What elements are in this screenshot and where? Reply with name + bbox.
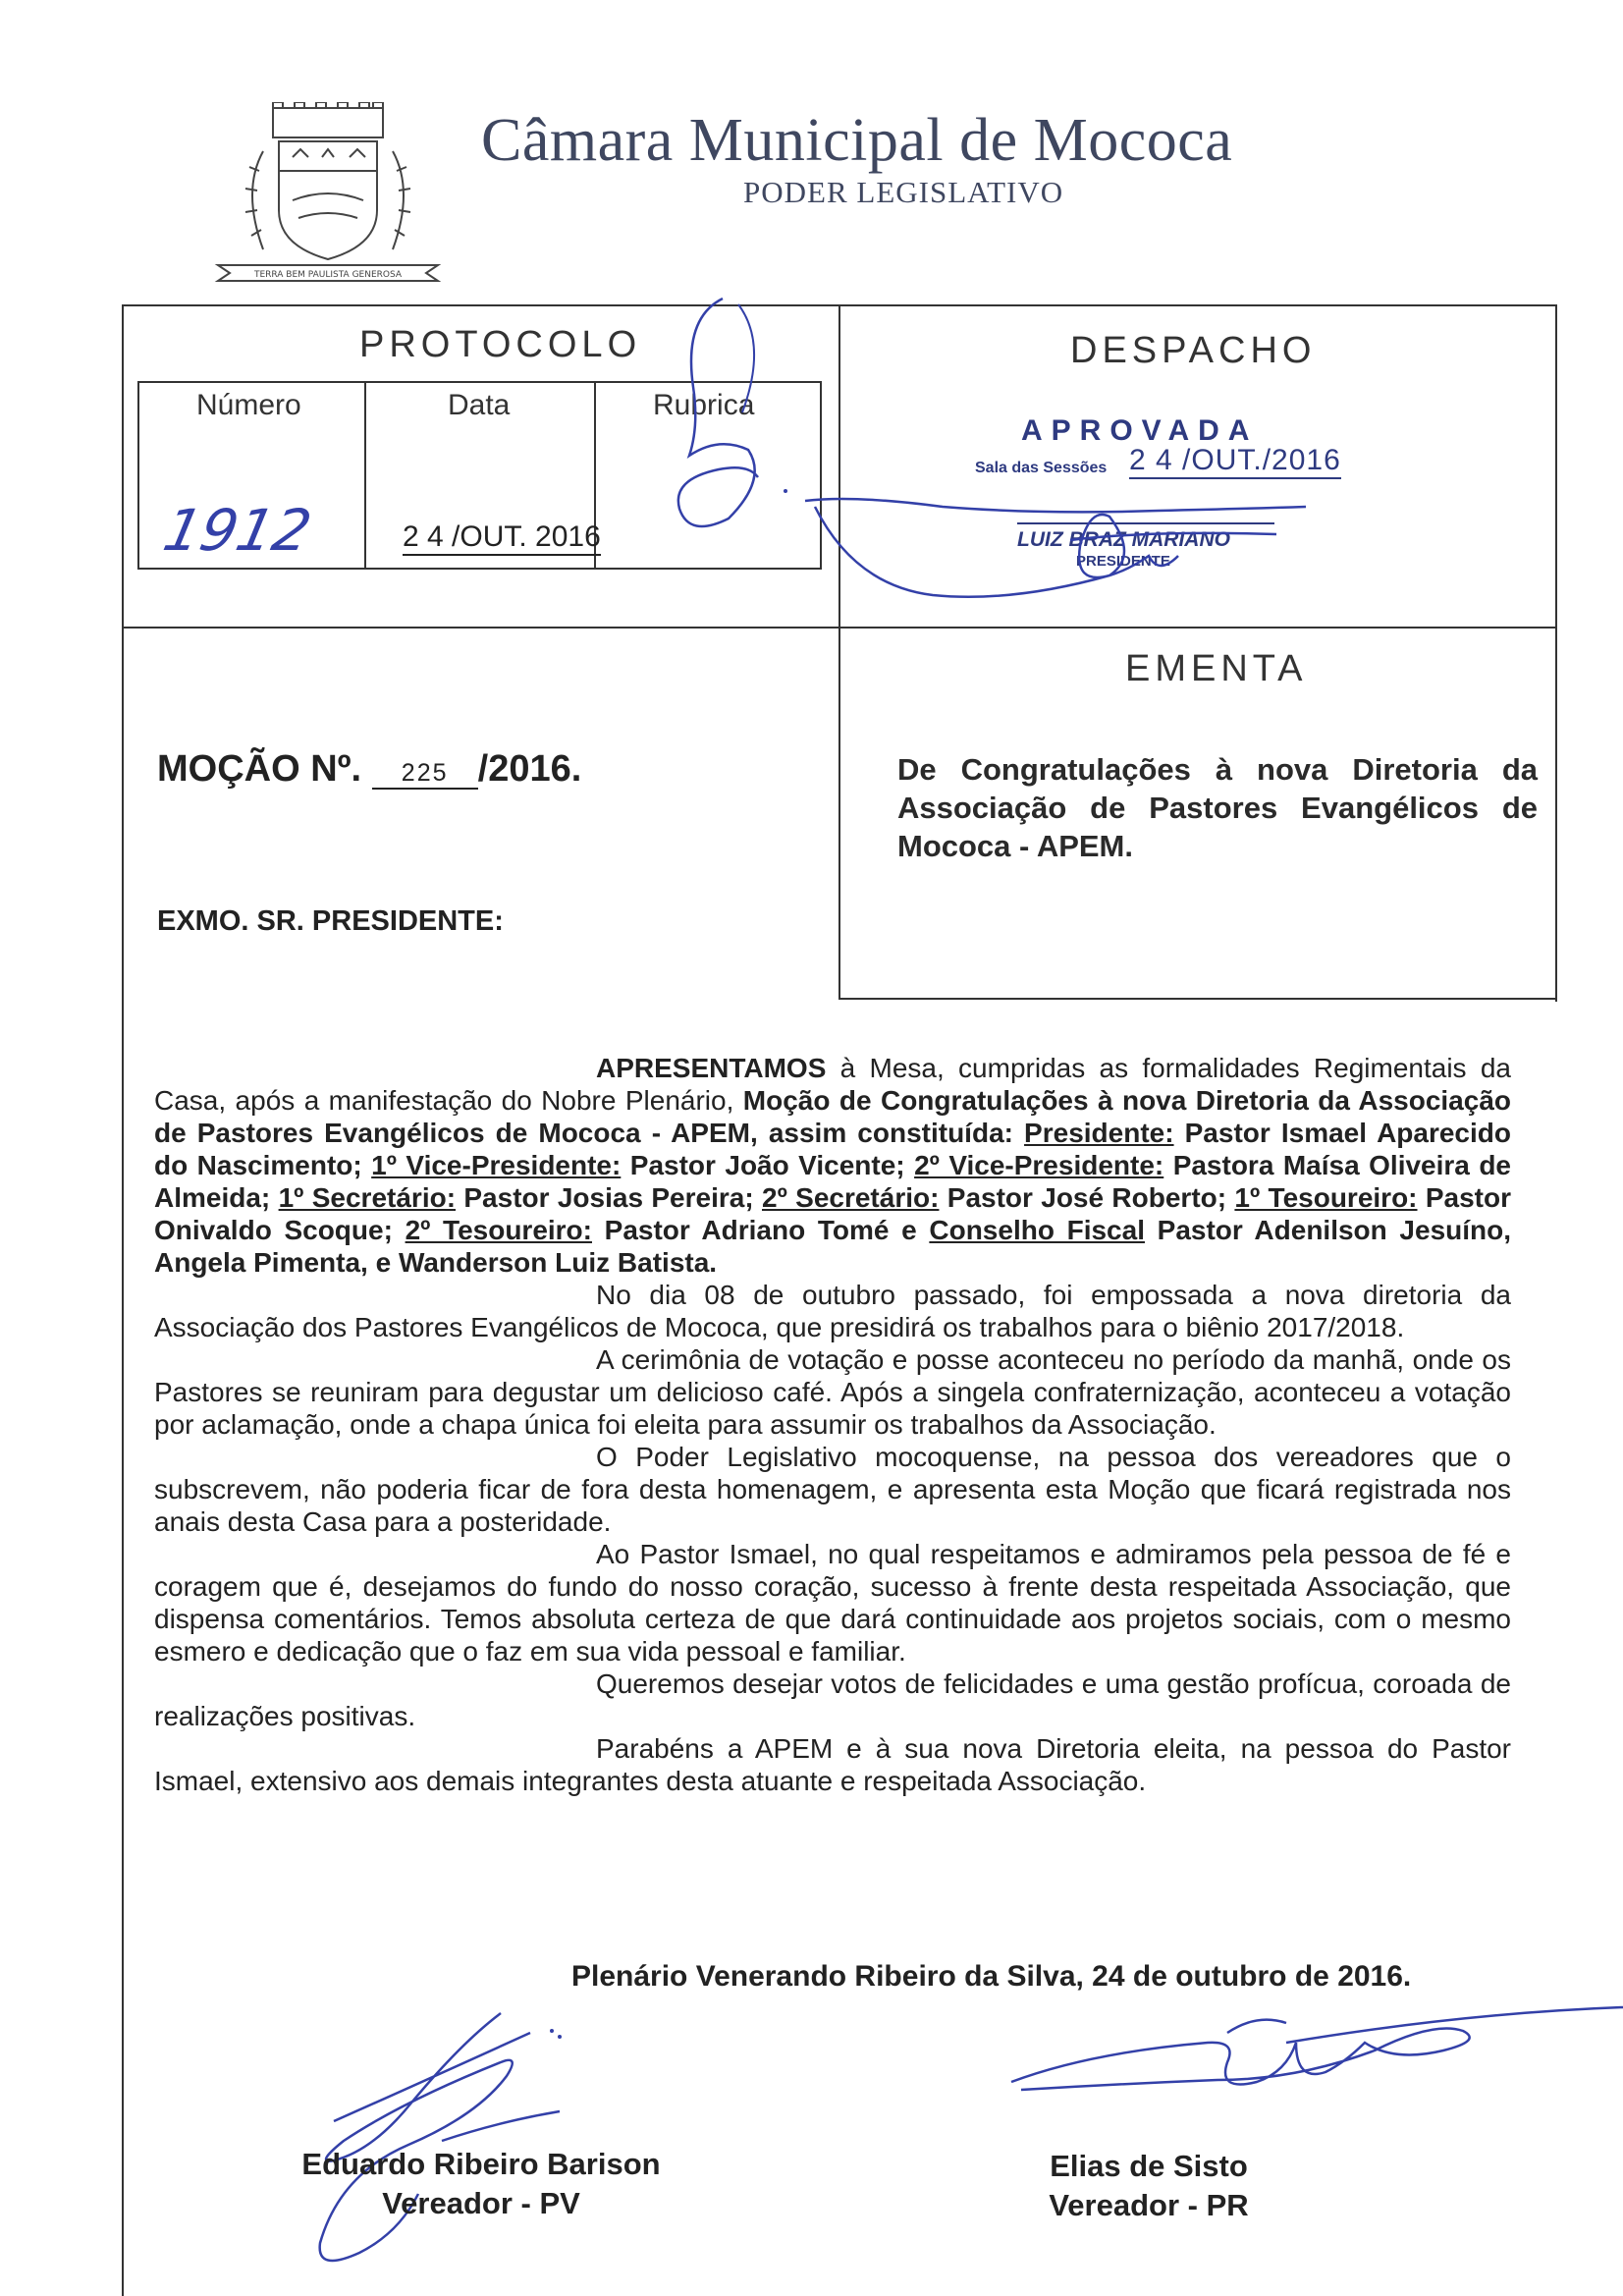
frame-right	[1555, 304, 1557, 1002]
role-secretary-2: 2º Secretário:	[762, 1182, 940, 1213]
role-president: Presidente:	[1024, 1118, 1174, 1148]
frame-left	[122, 304, 124, 2296]
name-president: Pastor Ismael Aparecido do Nascimento;	[154, 1118, 1511, 1180]
body-paragraph-6: Queremos desejar votos de felicidades e uma gestão profícua, coroada de realizações positivas.	[154, 1668, 1511, 1731]
protocol-title: PROTOCOLO	[359, 324, 642, 365]
signer-2-role: Vereador - PR	[1049, 2188, 1249, 2222]
ementa-text: De Congratulações à nova Diretoria da Associação de Pastores Evangélicos de Mococa - APEM.	[897, 752, 1538, 863]
addressee: EXMO. SR. PRESIDENTE:	[157, 905, 504, 937]
motion-year: /2016.	[477, 748, 582, 790]
body-p1-text: à Mesa, cumpridas as formalidades Regimentais da Casa, após a manifestação do Nobre Plenário,	[154, 1053, 1511, 1116]
crest-icon	[214, 102, 442, 287]
closing-place-date: Plenário Venerando Ribeiro da Silva, 24 de outubro de 2016.	[571, 1960, 1412, 1993]
name-vice-2: Pastora Maísa Oliveira de Almeida;	[154, 1150, 1511, 1213]
ementa-bottom	[839, 998, 1557, 1000]
body-paragraph-3: A cerimônia de votação e posse aconteceu no período da manhã, onde os Pastores se reuniram para degustar um delicioso café. Após a singela confraternização, aconteceu a votação por aclamação, onde a chapa única foi eleita para assumir os trabalhos da Associação.	[154, 1344, 1511, 1440]
body-paragraph-5: Ao Pastor Ismael, no qual respeitamos e admiramos pela pessoa de fé e coragem que é, desejamos do fundo do nosso coração, sucesso à frente desta respeitada Associação, que dispensa comentários. Temos absoluta certeza de que dará continuidade aos projetos sociais, com o mesmo esmero e dedicação que o faz em sua vida pessoal e familiar.	[154, 1539, 1511, 1667]
body-paragraph-4: O Poder Legislativo mocoquense, na pessoa dos vereadores que o subscrevem, não poderia ficar de fora desta homenagem, e apresenta esta Moção que ficará registrada nos anais desta Casa para a posteridade.	[154, 1442, 1511, 1537]
signature-sisto-icon	[992, 2003, 1623, 2121]
president-signature-icon	[776, 471, 1325, 609]
dispatch-title: DESPACHO	[1070, 330, 1317, 371]
frame-divider-vertical	[839, 304, 840, 1000]
name-treasurer-1: Pastor Onivaldo Scoque;	[154, 1182, 1511, 1245]
stamp-session-label: Sala das Sessões	[975, 460, 1108, 476]
motion-prefix: MOÇÃO Nº.	[157, 748, 362, 790]
protocol-col-date: Data	[448, 389, 511, 421]
signer-2-name: Elias de Sisto	[1050, 2149, 1248, 2183]
body-paragraph-1	[154, 1052, 1511, 1279]
chamber-subtitle: PODER LEGISLATIVO	[743, 175, 1064, 209]
role-vice-1: 1º Vice-Presidente:	[371, 1150, 622, 1180]
stamp-president-name: LUIZ BRAZ MARIANO	[1017, 528, 1230, 551]
ementa-title: EMENTA	[1125, 648, 1308, 689]
protocol-col-number: Número	[196, 389, 301, 421]
body-paragraph-2: No dia 08 de outubro passado, foi empossada a nova diretoria da Associação dos Pastores Evangélicos de Mococa, que presidirá os trabalhos para o biênio 2017/2018.	[154, 1280, 1511, 1342]
name-treasurer-2: Pastor Adriano Tomé e	[592, 1215, 930, 1245]
signer-1-name: Eduardo Ribeiro Barison	[301, 2147, 661, 2181]
role-fiscal-council: Conselho Fiscal	[929, 1215, 1145, 1245]
protocol-number-handwritten: 1912	[157, 497, 317, 564]
motion-body	[154, 1052, 1511, 1797]
name-vice-1: Pastor João Vicente;	[621, 1150, 915, 1180]
body-paragraph-7: Parabéns a APEM e à sua nova Diretoria eleita, na pessoa do Pastor Ismael, extensivo aos demais integrantes desta atuante e respeitada Associação.	[154, 1733, 1511, 1796]
chamber-title: Câmara Municipal de Mococa	[481, 107, 1233, 174]
role-treasurer-2: 2º Tesoureiro:	[405, 1215, 592, 1245]
signature-barison-icon	[295, 1994, 668, 2288]
name-secretary-1: Pastor Josias Pereira;	[456, 1182, 762, 1213]
stamp-president-role: PRESIDENTE	[1076, 553, 1170, 570]
motion-number: 225	[372, 759, 478, 790]
protocol-col-rubric: Rubrica	[653, 389, 755, 421]
role-secretary-1: 1º Secretário:	[278, 1182, 457, 1213]
approved-stamp: APROVADA	[1021, 414, 1259, 447]
role-vice-2: 2º Vice-Presidente:	[914, 1150, 1164, 1180]
protocol-date-stamp: 2 4 /OUT. 2016	[403, 520, 601, 556]
name-fiscal-council: Pastor Adenilson Jesuíno, Angela Pimenta, e Wanderson Luiz Batista.	[154, 1215, 1512, 1278]
municipal-crest	[214, 102, 442, 287]
motion-number-line	[157, 748, 581, 791]
crest-motto: TERRA BEM PAULISTA GENEROSA	[253, 270, 403, 280]
body-lead: APRESENTAMOS	[596, 1053, 827, 1083]
signer-1-role: Vereador - PV	[382, 2186, 580, 2220]
signer-1	[285, 2145, 677, 2223]
role-treasurer-1: 1º Tesoureiro:	[1234, 1182, 1418, 1213]
stamp-date: 2 4 /OUT./2016	[1129, 444, 1341, 479]
body-p1-bold: Moção de Congratulações à nova Diretoria da Associação de Pastores Evangélicos de Mococa - APEM, assim constituída:	[154, 1085, 1511, 1148]
frame-divider-horizontal	[122, 627, 1557, 629]
signer-2	[1001, 2147, 1296, 2225]
name-secretary-2: Pastor José Roberto;	[939, 1182, 1235, 1213]
